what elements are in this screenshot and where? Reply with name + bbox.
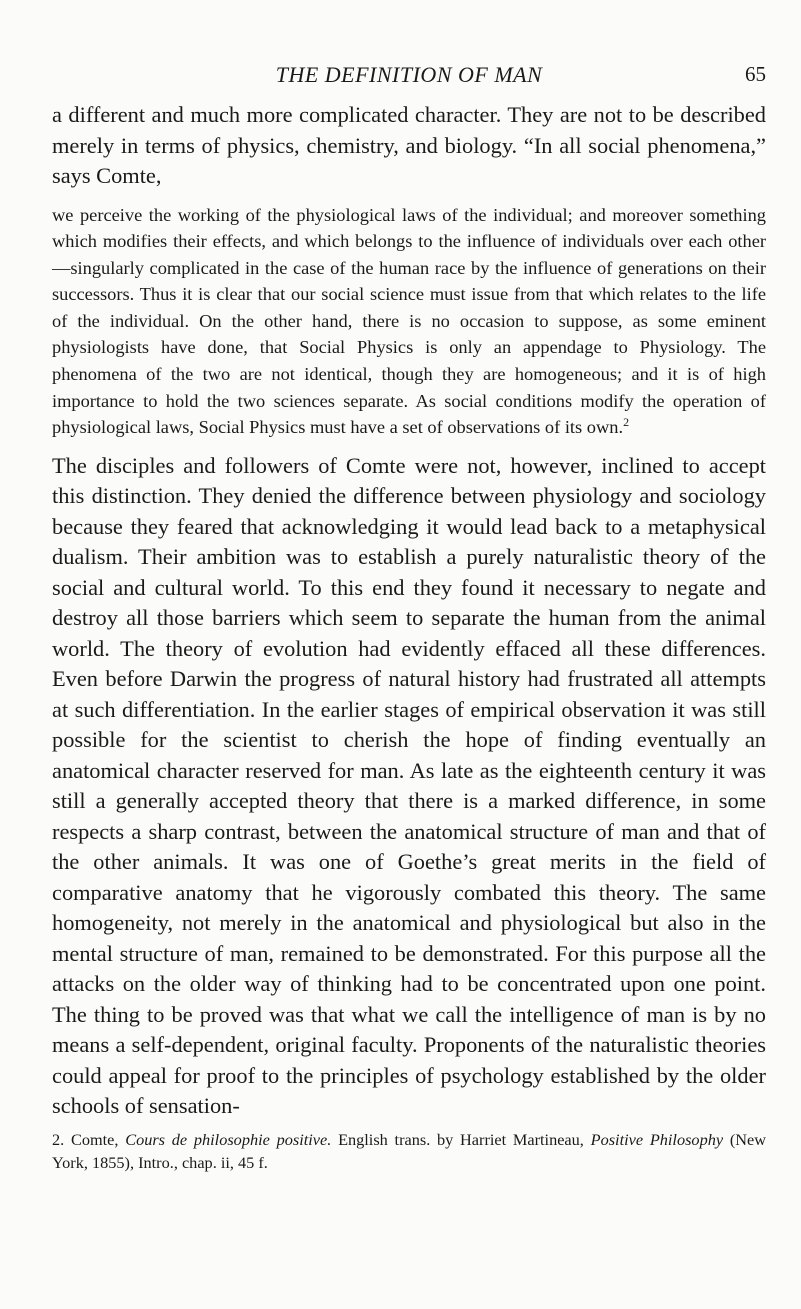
footnote-citation: (New York, 1855), Intro., chap. ii, 45 f.: [52, 1129, 766, 1172]
footnote-work-title: Cours de philosophie positive.: [125, 1129, 332, 1149]
footnote-translation-title: Positive Philosophy: [590, 1129, 724, 1149]
opening-paragraph: a different and much more complicated character. They are not to be described merely in terms of physics, chemistry, and biology. “In all social phenomena,” says Comte,: [52, 102, 766, 188]
quotation-text: we perceive the working of the physiological laws of the individual; and moreover something which modifies their effects, and which belongs to the influence of individuals over each other—singularly complicated in the case of the human race by the influence of generations on their successors. Thus it is clear that our social science must issue from that which relates to the life of the individual. On the other hand, there is no occasion to suppose, as some eminent physiologists have done, that Social Physics is only an appendage to Physiology. The phenomena of the two are not identical, though they are homogeneous; and it is of high importance to hold the two sciences separate. As social conditions modify the operation of physiological laws, Social Physics must have a set of observations of its own.: [52, 204, 766, 438]
footnote-translation-note: English trans. by Harriet Martineau,: [338, 1129, 584, 1149]
footnote-author: Comte,: [70, 1129, 119, 1149]
running-head: [52, 62, 766, 92]
comte-quotation: [52, 202, 766, 441]
main-paragraph: The disciples and followers of Comte were not, however, inclined to accept this distinction. They denied the difference between physiology and sociology because they feared that acknowledging it would lead back to a metaphysical dualism. Their ambition was to establish a purely naturalistic theory of the social and cultural world. To this end they found it necessary to negate and destroy all those barriers which seem to separate the human from the animal world. The theory of evolution had evidently effaced all these differences. Even before Darwin the progress of natural history had frustrated all attempts at such differentiation. In the earlier stages of empirical observation it was still possible for the scientist to cherish the hope of finding eventually an anatomical character reserved for man. As late as the eighteenth century it was still a generally accepted theory that there is a marked difference, in some respects a sharp contrast, between the anatomical structure of man and that of the other animals. It was one of Goethe’s great merits in the field of comparative anatomy that he vigorously combated this theory. The same homogeneity, not merely in the anatomical and physiological but also in the mental structure of man, remained to be demonstrated. For this purpose all the attacks on the older way of thinking had to be concentrated upon one point. The thing to be proved was that what we call the intelligence of man is by no means a self-dependent, original faculty. Proponents of the naturalistic theories could appeal for proof to the principles of psychology established by the older schools of sensation-: [52, 452, 766, 1119]
book-page: [52, 62, 766, 1174]
footnote-marker: 2: [623, 415, 630, 430]
page-number: 65: [745, 62, 766, 86]
footnote: [52, 1128, 766, 1174]
running-title: THE DEFINITION OF MAN: [275, 62, 543, 87]
footnote-number: 2.: [52, 1129, 65, 1149]
